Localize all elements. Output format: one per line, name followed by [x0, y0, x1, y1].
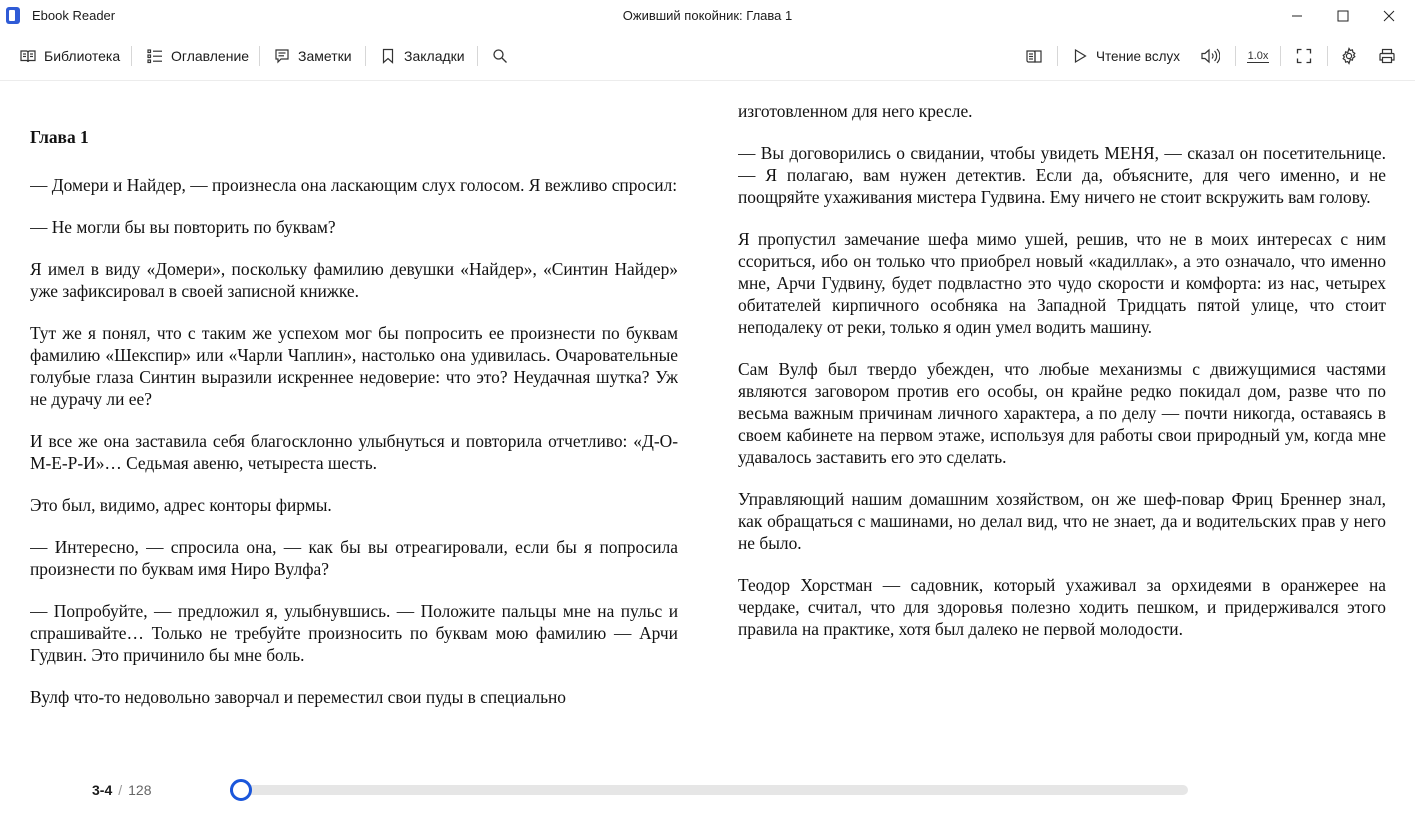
- paragraph: изготовленном для него кресле.: [738, 101, 973, 121]
- bookmark-icon: [380, 48, 396, 64]
- print-button[interactable]: [1375, 44, 1399, 68]
- library-icon: [20, 48, 36, 64]
- two-page-layout-icon: [1026, 48, 1044, 64]
- toolbar-divider: [1280, 46, 1281, 66]
- volume-button[interactable]: [1198, 44, 1222, 68]
- close-button[interactable]: [1366, 0, 1412, 32]
- window-title: Оживший покойник: Глава 1: [622, 8, 793, 23]
- toolbar-divider: [131, 46, 132, 66]
- maximize-button[interactable]: [1320, 0, 1366, 32]
- paragraph: — Попробуйте, — предложил я, улыбнувшись. — Положите пальцы мне на пульс и спрашивайте… Только не требуйте произносить по буквам мою фамилию — Арчи Гудвин. Это причинило бы мне боль.: [30, 601, 678, 665]
- footer: [0, 770, 1415, 814]
- toolbar-divider: [365, 46, 366, 66]
- speed-label: 1.0x: [1247, 49, 1269, 62]
- speed-button[interactable]: [1246, 44, 1270, 68]
- paragraph: Сам Вулф был твердо убежден, что любые механизмы с движущимися частями являются заговором против его особы, он крайне редко покидал дом, разве что по весьма важным причинам личного характера, а по делу — почти никогда, оставаясь в своем кабинете на первом этаже, используя для работы свои природный ум, когда мне удавалось заставить его это сделать.: [738, 359, 1386, 467]
- close-icon: [1383, 10, 1395, 22]
- paragraph: Это был, видимо, адрес конторы фирмы.: [30, 495, 332, 515]
- page-indicator: [92, 782, 151, 798]
- notes-button[interactable]: [274, 44, 352, 68]
- printer-icon: [1378, 48, 1396, 64]
- toolbar-divider: [1057, 46, 1058, 66]
- page-separator: /: [118, 782, 123, 798]
- minimize-button[interactable]: [1274, 0, 1320, 32]
- toolbar: [0, 32, 1415, 81]
- paragraph: Я пропустил замечание шефа мимо ушей, решив, что не в моих интересах с ним ссориться, ибо он только что приобрел новый «кадиллак», а это означало, что именно мне, Арчи Гудвину, будет подвластно это чудо скорости и комфорта: из нас, четырех обитателей кирпичного особняка на Западной Тридцать пятой улице, что стоит неподалеку от реки, только я один умел водить машину.: [738, 229, 1386, 337]
- paragraph: Теодор Хорстман — садовник, который ухаживал за орхидеями в оранжерее на чердаке, считал, что для здоровья полезно ходить пешком, и придерживался этого правила на практике, хотя был далеко не первой молодости.: [738, 575, 1386, 639]
- bookmarks-label: Закладки: [404, 48, 465, 64]
- paragraph: — Не могли бы вы повторить по буквам?: [30, 217, 336, 237]
- read-aloud-label: Чтение вслух: [1096, 48, 1180, 64]
- maximize-icon: [1337, 10, 1349, 22]
- left-page: [30, 80, 678, 750]
- page-layout-button[interactable]: [1023, 44, 1047, 68]
- progress-slider-thumb[interactable]: [230, 779, 252, 801]
- library-label: Библиотека: [44, 48, 121, 64]
- gear-icon: [1340, 47, 1358, 65]
- search-icon: [492, 48, 508, 64]
- minimize-icon: [1291, 10, 1303, 22]
- paragraph: Я имел в виду «Домери», поскольку фамилию девушки «Найдер», «Синтин Найдер» уже зафиксировал в своей записной книжке.: [30, 259, 678, 301]
- fullscreen-button[interactable]: [1292, 44, 1316, 68]
- play-icon: [1072, 48, 1088, 64]
- total-pages: 128: [128, 782, 152, 798]
- search-button[interactable]: [488, 44, 512, 68]
- toolbar-divider: [1235, 46, 1236, 66]
- volume-icon: [1200, 48, 1220, 64]
- notes-icon: [274, 48, 290, 64]
- toc-label: Оглавление: [171, 48, 250, 64]
- app-title: Ebook Reader: [32, 8, 116, 23]
- paragraph: — Домери и Найдер, — произнесла она ласкающим слух голосом. Я вежливо спросил:: [30, 175, 678, 195]
- progress-slider[interactable]: [230, 785, 1188, 795]
- chapter-title: Глава 1: [30, 127, 89, 147]
- title-bar: [0, 0, 1415, 32]
- bookmarks-button[interactable]: [380, 44, 465, 68]
- paragraph: — Интересно, — спросила она, — как бы вы отреагировали, если бы я попросила произнести по буквам имя Ниро Вулфа?: [30, 537, 678, 579]
- paragraph: Управляющий нашим домашним хозяйством, он же шеф-повар Фриц Бреннер знал, как обращаться с машинами, но делал вид, что не знает, да и водительских прав у него не было.: [738, 489, 1386, 553]
- settings-button[interactable]: [1337, 44, 1361, 68]
- paragraph: Тут же я понял, что с таким же успехом мог бы попросить ее произнести по буквам фамилию «Шекспир» или «Чарли Чаплин», настолько она удивилась. Очаровательные голубые глаза Синтин выразили искреннее недоверие: что это? Неудачная шутка? Уж не дурачу ли ее?: [30, 323, 678, 409]
- toc-button[interactable]: [147, 44, 249, 68]
- fullscreen-icon: [1296, 48, 1312, 64]
- current-pages: 3-4: [92, 782, 113, 798]
- toolbar-divider: [1327, 46, 1328, 66]
- notes-label: Заметки: [298, 48, 352, 64]
- paragraph: Вулф что-то недовольно заворчал и переместил свои пуды в специально: [30, 687, 566, 707]
- toolbar-divider: [259, 46, 260, 66]
- toc-icon: [147, 48, 163, 64]
- read-aloud-button[interactable]: [1072, 44, 1180, 68]
- paragraph: И все же она заставила себя благосклонно улыбнуться и повторила отчетливо: «Д-О-М-Е-Р-И»… Седьмая авеню, четыреста шесть.: [30, 431, 678, 473]
- right-page: [738, 80, 1386, 750]
- paragraph: — Вы договорились о свидании, чтобы увидеть МЕНЯ, — сказал он посетительнице. — Я полагаю, вам нужен детектив. Если да, объясните, для чего именно, и не поощряйте ухаживания мистера Гудвина. Ему ничего не стоит вскружить вам голову.: [738, 143, 1386, 207]
- toolbar-divider: [477, 46, 478, 66]
- library-button[interactable]: [20, 44, 120, 68]
